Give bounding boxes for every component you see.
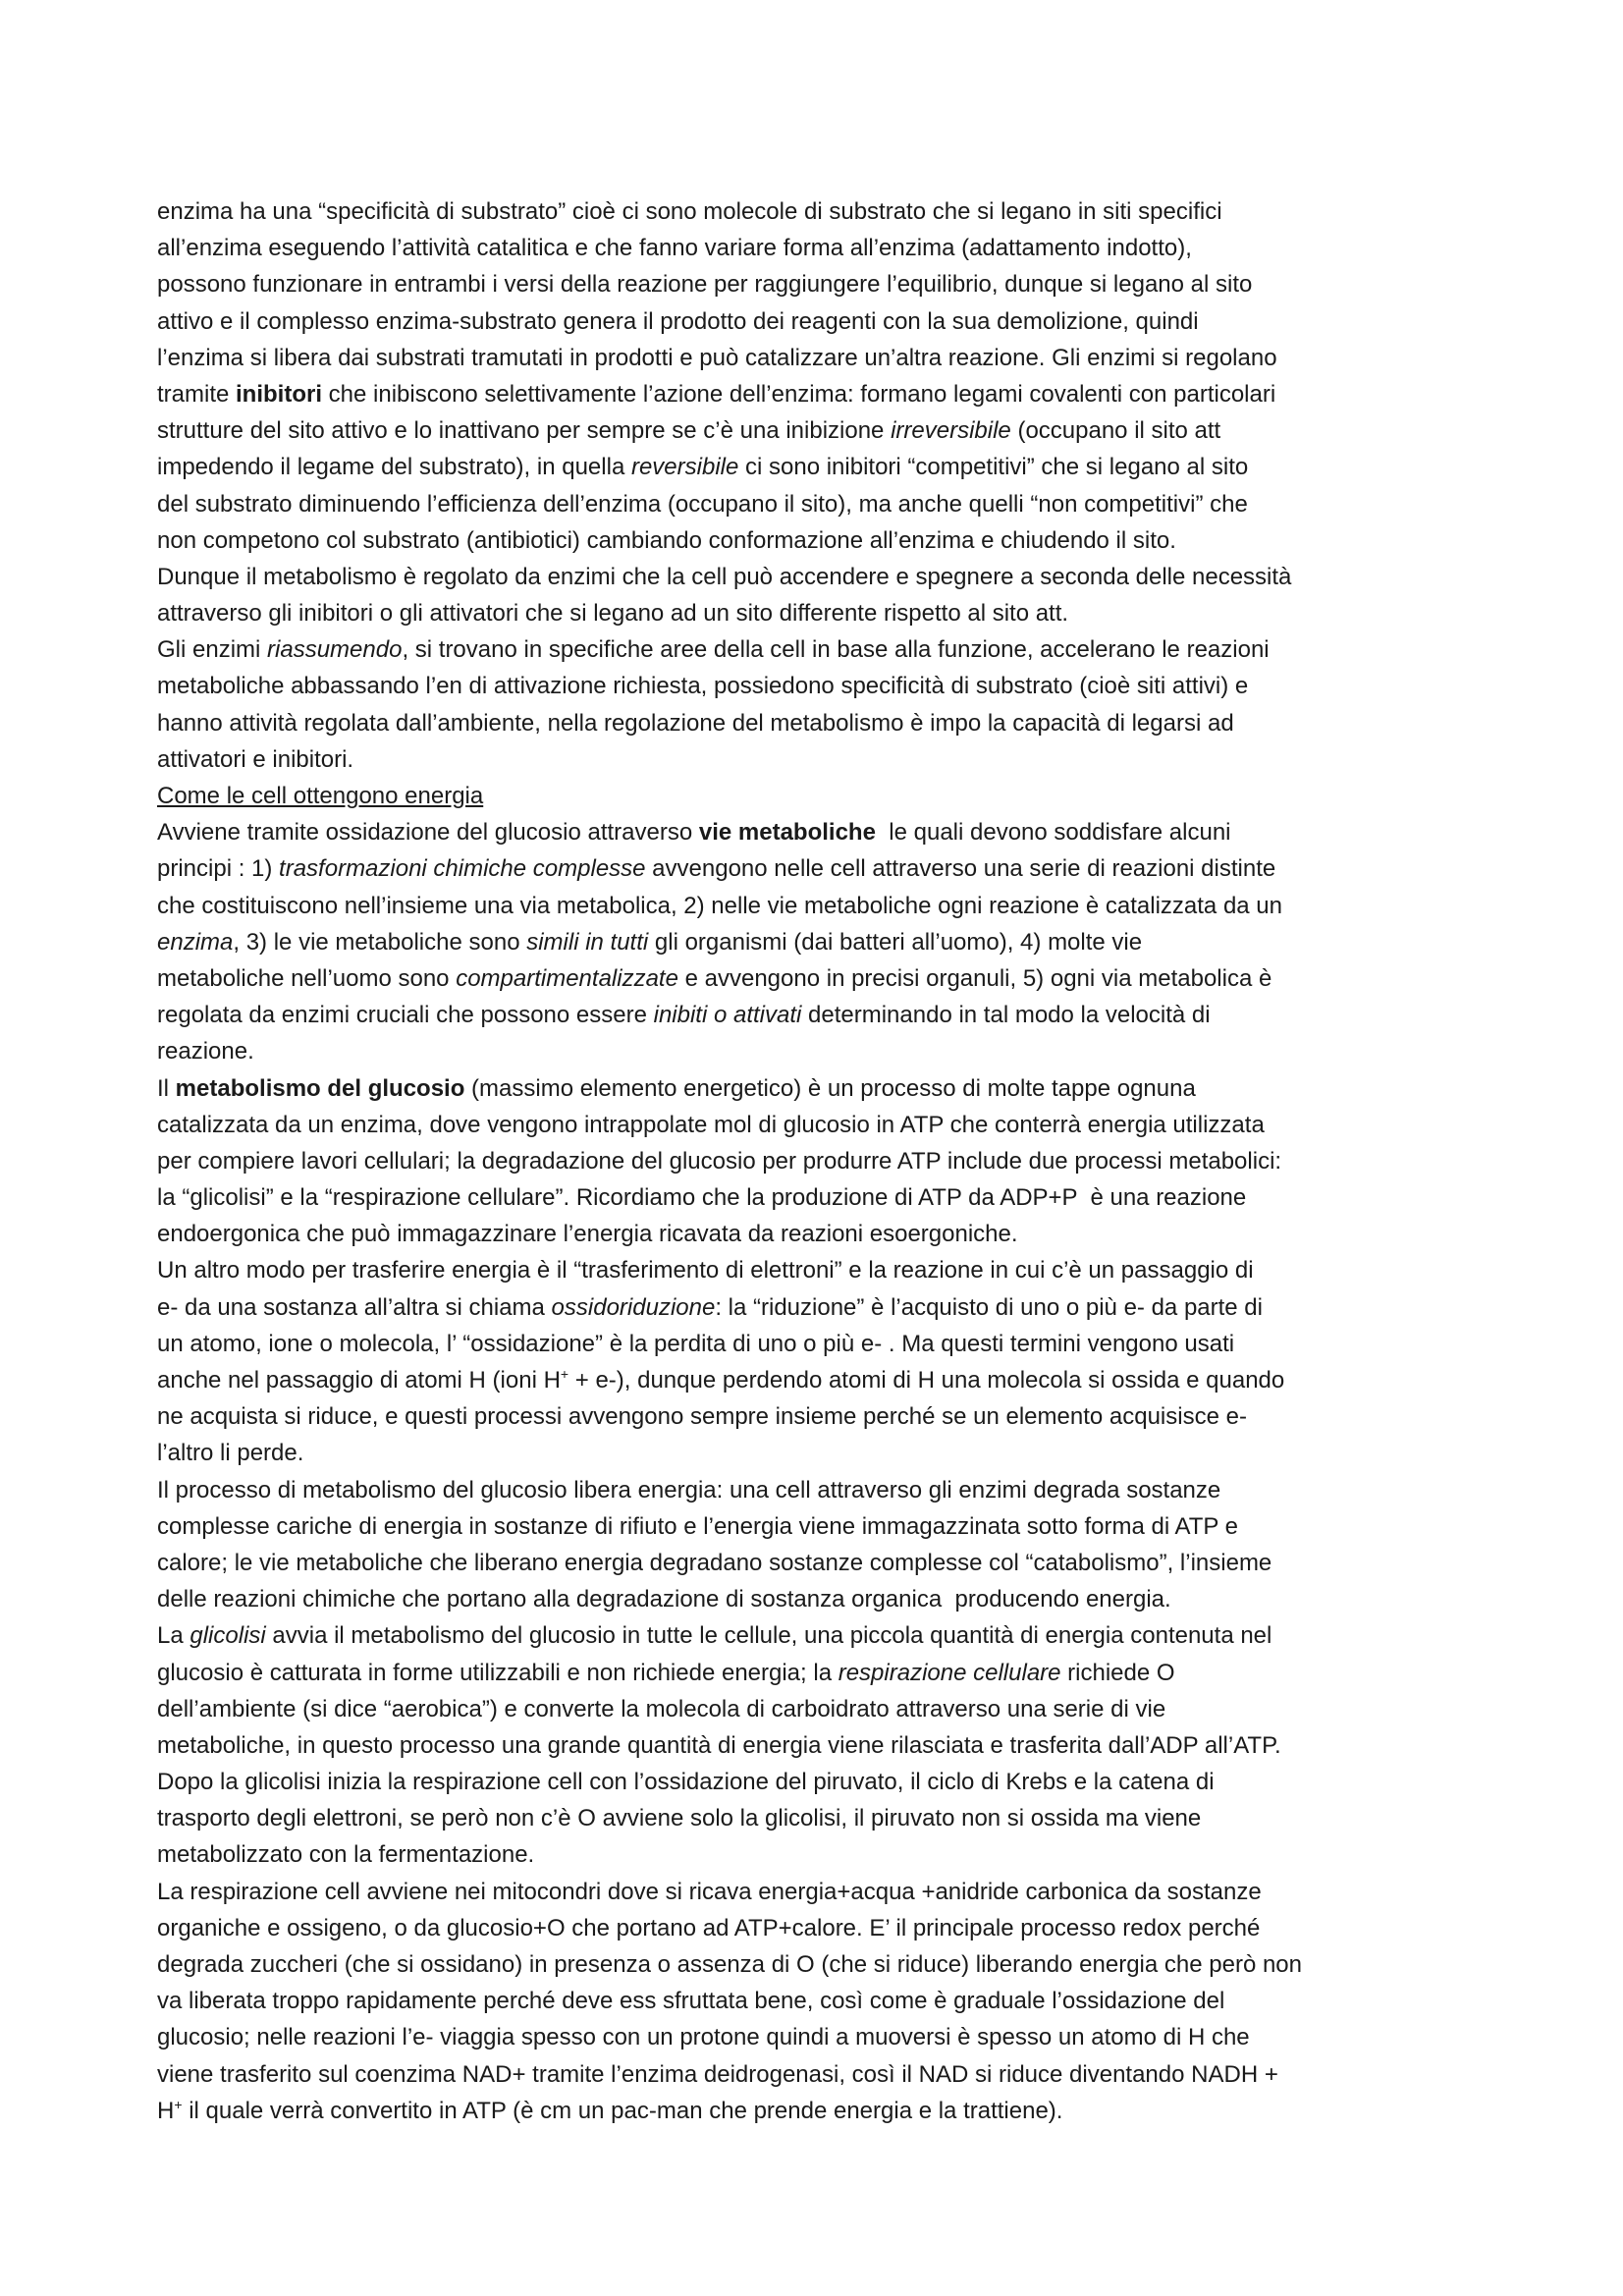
italic-text: compartimentalizzate bbox=[456, 964, 678, 992]
italic-text: glicolisi bbox=[189, 1622, 266, 1650]
text-line bbox=[157, 1107, 1492, 1143]
text-line bbox=[157, 1836, 1492, 1873]
text-run: La respirazione cell avviene nei mitocondri dove si ricava energia+acqua +anidride carbonica da sostanze bbox=[157, 1878, 1262, 1905]
bold-text: inibitori bbox=[236, 380, 322, 408]
text-run: ci sono inibitori “competitivi” che si legano al sito bbox=[738, 454, 1249, 481]
text-run: principi : 1) bbox=[157, 855, 280, 883]
text-run: regolata da enzimi cruciali che possono essere bbox=[157, 1002, 654, 1029]
text-run: Il bbox=[157, 1074, 176, 1102]
text-run: che costituiscono nell’insieme una via metabolica, 2) nelle vie metaboliche ogni reazione è catalizzata da un bbox=[157, 892, 1282, 919]
italic-text: trasformazioni chimiche complesse bbox=[279, 855, 646, 883]
text-run: richiede O bbox=[1060, 1659, 1175, 1686]
text-run: l’enzima si libera dai substrati tramutati in prodotti e può catalizzare un’altra reazione. Gli enzimi si regolano bbox=[157, 344, 1277, 371]
text-line bbox=[157, 997, 1492, 1033]
text-run: attivo e il complesso enzima-substrato genera il prodotto dei reagenti con la sua demolizione, quindi bbox=[157, 307, 1199, 335]
text-line bbox=[157, 1143, 1492, 1179]
text-run: calore; le vie metaboliche che liberano energia degradano sostanze complesse col “catabolismo”, l’insieme bbox=[157, 1549, 1272, 1576]
text-line bbox=[157, 1252, 1492, 1288]
text-run: possono funzionare in entrambi i versi della reazione per raggiungere l’equilibrio, dunque si legano al sito bbox=[157, 271, 1253, 299]
text-run: dell’ambiente (si dice “aerobica”) e converte la molecola di carboidrato attraverso una serie di vie bbox=[157, 1695, 1166, 1722]
italic-text: enzima bbox=[157, 928, 234, 956]
text-line bbox=[157, 960, 1492, 997]
text-run: Dunque il metabolismo è regolato da enzimi che la cell può accendere e spegnere a seconda delle necessità bbox=[157, 563, 1292, 590]
text-line bbox=[157, 705, 1492, 741]
section-heading: Come le cell ottengono energia bbox=[157, 783, 484, 809]
text-line bbox=[157, 2056, 1492, 2093]
text-run: che inibiscono selettivamente l’azione dell’enzima: formano legami covalenti con particolari bbox=[322, 380, 1276, 408]
text-line bbox=[157, 230, 1492, 266]
text-line bbox=[157, 1508, 1492, 1545]
text-run: : la “riduzione” è l’acquisto di uno o più e- da parte di bbox=[715, 1293, 1263, 1321]
text-run: l’altro li perde. bbox=[157, 1440, 304, 1467]
text-line bbox=[157, 1910, 1492, 1946]
text-line bbox=[157, 559, 1492, 595]
text-line bbox=[157, 631, 1492, 668]
text-run: catalizzata da un enzima, dove vengono intrappolate mol di glucosio in ATP che conterrà energia utilizzata bbox=[157, 1111, 1265, 1138]
text-line bbox=[157, 412, 1492, 449]
italic-text: inibiti o attivati bbox=[653, 1002, 802, 1029]
text-run: reazione. bbox=[157, 1038, 254, 1066]
text-run: enzima ha una “specificità di substrato” cioè ci sono molecole di substrato che si legano in siti specifici bbox=[157, 198, 1222, 225]
text-run: anche nel passaggio di atomi H (ioni H bbox=[157, 1367, 561, 1394]
text-line bbox=[157, 449, 1492, 485]
text-line bbox=[157, 1435, 1492, 1471]
text-run: delle reazioni chimiche che portano alla degradazione di sostanza organica producendo energia. bbox=[157, 1586, 1171, 1613]
text-line bbox=[157, 850, 1492, 887]
text-line bbox=[157, 303, 1492, 340]
text-line bbox=[157, 741, 1492, 778]
bold-text: vie metaboliche bbox=[698, 819, 876, 847]
text-line bbox=[157, 595, 1492, 631]
text-line bbox=[157, 486, 1492, 522]
text-line bbox=[157, 266, 1492, 302]
text-run: Gli enzimi bbox=[157, 636, 268, 664]
text-run: tramite bbox=[157, 380, 237, 408]
text-run: complesse cariche di energia in sostanze di rifiuto e l’energia viene immagazzinata sotto forma di ATP e bbox=[157, 1512, 1239, 1540]
text-run: impedendo il legame del substrato), in quella bbox=[157, 454, 631, 481]
text-line bbox=[157, 814, 1492, 850]
text-run: va liberata troppo rapidamente perché deve ess sfruttata bene, così come è graduale l’ossidazione del bbox=[157, 1988, 1225, 2015]
text-line bbox=[157, 376, 1492, 412]
text-run: glucosio è catturata in forme utilizzabili e non richiede energia; la bbox=[157, 1659, 839, 1686]
text-line bbox=[157, 1983, 1492, 2019]
text-line bbox=[157, 1216, 1492, 1252]
text-run: H bbox=[157, 2097, 175, 2124]
text-run: endoergonica che può immagazzinare l’energia ricavata da reazioni esoergoniche. bbox=[157, 1221, 1018, 1248]
text-run: la “glicolisi” e la “respirazione cellulare”. Ricordiamo che la produzione di ATP da ADP+P è una reazione bbox=[157, 1184, 1247, 1212]
text-run: (occupano il sito att bbox=[1010, 417, 1221, 445]
italic-text: simili in tutti bbox=[526, 928, 649, 956]
text-run: un atomo, ione o molecola, l’ “ossidazione” è la perdita di uno o più e- . Ma questi termini vengono usati bbox=[157, 1330, 1235, 1357]
text-run: le quali devono soddisfare alcuni bbox=[875, 819, 1231, 847]
text-line bbox=[157, 1581, 1492, 1617]
text-run: il quale verrà convertito in ATP (è cm un pac-man che prende energia e la trattiene). bbox=[182, 2097, 1063, 2124]
text-run: trasporto degli elettroni, se però non c’è O avviene solo la glicolisi, il piruvato non si ossida ma viene bbox=[157, 1805, 1202, 1832]
text-run: Dopo la glicolisi inizia la respirazione cell con l’ossidazione del piruvato, il ciclo di Krebs e la catena di bbox=[157, 1769, 1215, 1796]
text-line bbox=[157, 668, 1492, 704]
text-line bbox=[157, 1179, 1492, 1216]
text-line bbox=[157, 2019, 1492, 2055]
text-run: strutture del sito attivo e lo inattivano per sempre se c’è una inibizione bbox=[157, 417, 892, 445]
text-run: Un altro modo per trasferire energia è il “trasferimento di elettroni” e la reazione in cui c’è un passaggio di bbox=[157, 1257, 1254, 1285]
text-run: organiche e ossigeno, o da glucosio+O che portano ad ATP+calore. E’ il principale processo redox perché bbox=[157, 1914, 1261, 1941]
text-run: e- da una sostanza all’altra si chiama bbox=[157, 1293, 552, 1321]
text-run: , si trovano in specifiche aree della cell in base alla funzione, accelerano le reazioni bbox=[402, 636, 1270, 664]
text-run: Avviene tramite ossidazione del glucosio attraverso bbox=[157, 819, 699, 847]
document-body bbox=[157, 193, 1492, 2129]
italic-text: respirazione cellulare bbox=[838, 1659, 1061, 1686]
text-run: degrada zuccheri (che si ossidano) in presenza o assenza di O (che si riduce) liberando energia che però non bbox=[157, 1951, 1303, 1978]
text-line bbox=[157, 1472, 1492, 1508]
text-line bbox=[157, 1326, 1492, 1362]
bold-text: metabolismo del glucosio bbox=[175, 1074, 465, 1102]
text-run: (massimo elemento energetico) è un processo di molte tappe ognuna bbox=[464, 1074, 1196, 1102]
text-run: e avvengono in precisi organuli, 5) ogni via metabolica è bbox=[677, 964, 1272, 992]
text-line bbox=[157, 2093, 1492, 2129]
text-run: attraverso gli inibitori o gli attivatori che si legano ad un sito differente rispetto al sito att. bbox=[157, 600, 1069, 628]
text-line bbox=[157, 1946, 1492, 1983]
text-line bbox=[157, 1874, 1492, 1910]
text-run: avvia il metabolismo del glucosio in tutte le cellule, una piccola quantità di energia contenuta nel bbox=[265, 1622, 1272, 1650]
text-run: determinando in tal modo la velocità di bbox=[801, 1002, 1211, 1029]
text-run: hanno attività regolata dall’ambiente, nella regolazione del metabolismo è impo la capacità di legarsi ad bbox=[157, 709, 1234, 737]
text-line bbox=[157, 1545, 1492, 1581]
text-run: avvengono nelle cell attraverso una serie di reazioni distinte bbox=[645, 855, 1276, 883]
text-line bbox=[157, 1617, 1492, 1654]
text-line bbox=[157, 1800, 1492, 1836]
text-run: per compiere lavori cellulari; la degradazione del glucosio per produrre ATP include due processi metabolici: bbox=[157, 1147, 1282, 1175]
text-run: attivatori e inibitori. bbox=[157, 745, 354, 773]
text-line bbox=[157, 1764, 1492, 1800]
text-line bbox=[157, 340, 1492, 376]
text-run: viene trasferito sul coenzima NAD+ tramite l’enzima deidrogenasi, così il NAD si riduce diventando NADH + bbox=[157, 2060, 1278, 2088]
text-line bbox=[157, 888, 1492, 924]
text-line bbox=[157, 1727, 1492, 1764]
text-line bbox=[157, 1070, 1492, 1107]
text-line bbox=[157, 1691, 1492, 1727]
text-run: glucosio; nelle reazioni l’e- viaggia spesso con un protone quindi a muoversi è spesso un atomo di H che bbox=[157, 2024, 1250, 2051]
italic-text: riassumendo bbox=[267, 636, 403, 664]
text-run: Il processo di metabolismo del glucosio libera energia: una cell attraverso gli enzimi degrada sostanze bbox=[157, 1476, 1221, 1503]
text-run: metaboliche abbassando l’en di attivazione richiesta, possiedono specificità di substrato (cioè siti attivi) e bbox=[157, 673, 1249, 700]
text-run: metabolizzato con la fermentazione. bbox=[157, 1841, 535, 1869]
text-line bbox=[157, 924, 1492, 960]
text-line bbox=[157, 1398, 1492, 1435]
text-line bbox=[157, 1289, 1492, 1326]
text-run: del substrato diminuendo l’efficienza dell’enzima (occupano il sito), ma anche quelli “non competitivi” che bbox=[157, 490, 1248, 518]
text-line bbox=[157, 1655, 1492, 1691]
text-run: , 3) le vie metaboliche sono bbox=[233, 928, 527, 956]
text-run: ne acquista si riduce, e questi processi avvengono sempre insieme perché se un elemento acquisisce e- bbox=[157, 1403, 1247, 1431]
text-line bbox=[157, 778, 1492, 814]
text-run: + e-), dunque perdendo atomi di H una molecola si ossida e quando bbox=[568, 1367, 1285, 1394]
text-line bbox=[157, 1362, 1492, 1398]
text-line bbox=[157, 522, 1492, 559]
text-run: gli organismi (dai batteri all’uomo), 4) molte vie bbox=[648, 928, 1143, 956]
superscript-text: + bbox=[174, 2096, 183, 2112]
text-run: metaboliche, in questo processo una grande quantità di energia viene rilasciata e trasferita dall’ADP all’ATP. bbox=[157, 1731, 1281, 1759]
text-line bbox=[157, 193, 1492, 230]
text-run: all’enzima eseguendo l’attività catalitica e che fanno variare forma all’enzima (adattamento indotto), bbox=[157, 235, 1192, 262]
italic-text: irreversibile bbox=[891, 417, 1011, 445]
italic-text: ossidoriduzione bbox=[551, 1293, 716, 1321]
superscript-text: + bbox=[560, 1366, 569, 1382]
text-run: metaboliche nell’uomo sono bbox=[157, 964, 457, 992]
text-run: La bbox=[157, 1622, 190, 1650]
text-line bbox=[157, 1033, 1492, 1069]
text-run: non competono col substrato (antibiotici) cambiando conformazione all’enzima e chiudendo il sito. bbox=[157, 526, 1176, 554]
italic-text: reversibile bbox=[630, 454, 739, 481]
